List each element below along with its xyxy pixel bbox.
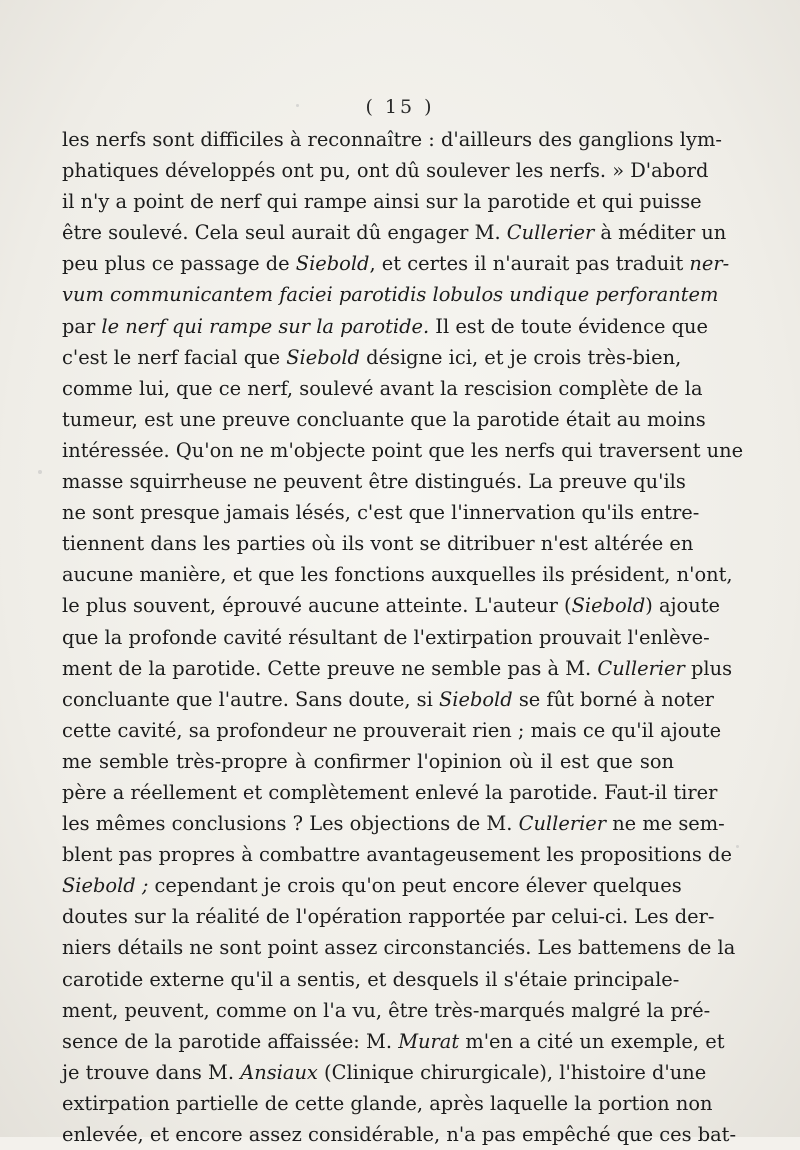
paper-speck (736, 845, 739, 848)
text-line (62, 870, 682, 901)
italic-run: Siebold (571, 594, 646, 618)
text-line (62, 373, 703, 404)
text-line (62, 746, 674, 777)
text-run: il n'y a point de nerf qui rampe ainsi sur la parotide et qui puisse (62, 190, 702, 214)
text-line (62, 124, 722, 155)
text-line (62, 404, 706, 435)
text-run: les nerfs sont difficiles à reconnaître : d'ailleurs des ganglions lym- (62, 128, 722, 151)
text-line (62, 311, 709, 342)
text-run: c'est le nerf facial que (62, 345, 287, 369)
text-run: Il est de toute évidence que (429, 314, 709, 338)
italic-run: Murat (398, 1029, 460, 1053)
text-run: par (62, 314, 102, 338)
italic-run: Cullerier (597, 656, 685, 680)
text-run: intéressée. Qu'on ne m'objecte point que les nerfs qui traversent une (62, 438, 744, 462)
text-line (62, 279, 719, 310)
body-text (62, 124, 744, 1150)
text-line (62, 684, 714, 715)
text-line (62, 217, 727, 248)
italic-run: Ansiaux (240, 1060, 318, 1084)
italic-run: Siebold (295, 252, 370, 276)
text-line (62, 1057, 707, 1088)
text-line (62, 155, 709, 186)
text-run: ment, peuvent, comme on l'a vu, être très-marqués malgré la pré- (62, 998, 711, 1022)
italic-run: Cullerier (518, 812, 607, 836)
text-line (62, 932, 736, 963)
text-run: comme lui, que ce nerf, soulevé avant la rescision complète de la (62, 376, 703, 400)
text-run: enlevée, et encore assez considérable, n'a pas empêché que ces bat- (62, 1123, 737, 1146)
text-run: extirpation partielle de cette glande, après laquelle la portion non (62, 1091, 713, 1115)
text-run: le plus souvent, éprouvé aucune atteinte. L'auteur ( (62, 594, 572, 618)
text-line (62, 715, 722, 746)
text-run: sence de la parotide affaissée: M. (62, 1029, 399, 1053)
text-line (62, 901, 715, 932)
text-run: que la profonde cavité résultant de l'extirpation prouvait l'enlève- (62, 625, 710, 649)
text-line (62, 964, 680, 995)
text-line (62, 622, 710, 653)
text-line (62, 653, 733, 684)
text-line (62, 995, 711, 1026)
paper-speck (38, 470, 42, 474)
text-run: , et certes il n'aurait pas traduit (369, 252, 690, 276)
text-line (62, 559, 733, 590)
text-line (62, 1119, 737, 1150)
italic-run: Cullerier (506, 221, 595, 245)
italic-run: Siebold (286, 345, 360, 369)
text-line (62, 528, 694, 559)
text-run: désigne ici, et je crois très-bien, (359, 345, 682, 369)
text-run: masse squirrheuse ne peuvent être distingués. La preuve qu'ils (62, 470, 686, 494)
text-line (62, 186, 702, 217)
text-run: aucune manière, et que les fonctions auxquelles ils président, n'ont, (62, 563, 733, 587)
text-run: me semble très-propre à confirmer l'opinion où il est que son (62, 749, 674, 773)
italic-run: le nerf qui rampe sur la parotide. (101, 314, 430, 338)
text-line (62, 808, 725, 839)
text-run: cette cavité, sa profondeur ne prouverait rien ; mais ce qu'il ajoute (62, 718, 722, 742)
page-number: ( 15 ) (365, 96, 435, 118)
italic-run: ner- (689, 252, 730, 276)
text-line (62, 466, 686, 497)
text-run: ne sont presque jamais lésés, c'est que l'innervation qu'ils entre- (62, 501, 700, 525)
text-run: tiennent dans les parties où ils vont se ditribuer n'est altérée en (62, 532, 694, 556)
text-run: père a réellement et complètement enlevé la parotide. Faut-il tirer (62, 780, 718, 804)
text-run: doutes sur la réalité de l'opération rapportée par celui-ci. Les der- (62, 905, 715, 929)
text-run: m'en a cité un exemple, et (459, 1029, 725, 1053)
text-line (62, 777, 718, 808)
text-run: concluante que l'autre. Sans doute, si (62, 687, 439, 711)
text-line (62, 1088, 713, 1119)
text-line (62, 248, 730, 279)
italic-run: vum communicantem faciei parotidis lobulos undique perforantem (62, 283, 719, 307)
text-run: je trouve dans M. (62, 1060, 241, 1084)
text-run: ment de la parotide. Cette preuve ne semble pas à M. (62, 656, 598, 680)
text-line (62, 590, 720, 621)
text-run: ) ajoute (645, 594, 720, 618)
text-run: se fût borné à noter (512, 687, 714, 711)
text-run: ne me sem- (606, 812, 725, 836)
text-run: plus (684, 656, 733, 680)
text-line (62, 342, 682, 373)
italic-run: Siebold (438, 687, 513, 711)
text-run: phatiques développés ont pu, ont dû soulever les nerfs. » D'abord (62, 159, 709, 183)
text-run: blent pas propres à combattre avantageusement les propositions de (62, 843, 732, 867)
text-line (62, 839, 732, 870)
text-run: être soulevé. Cela seul aurait dû engager M. (62, 221, 507, 245)
text-run: carotide externe qu'il a sentis, et desquels il s'étaie principale- (62, 967, 680, 991)
text-line (62, 497, 700, 528)
italic-run: Siebold ; (62, 874, 149, 898)
text-line (62, 1026, 725, 1057)
text-run: niers détails ne sont point assez circonstanciés. Les battemens de la (62, 936, 736, 960)
text-run: à méditer un (594, 221, 727, 245)
text-run: (Clinique chirurgicale), l'histoire d'une (317, 1060, 707, 1084)
text-run: peu plus ce passage de (62, 252, 296, 276)
text-run: tumeur, est une preuve concluante que la parotide était au moins (62, 407, 706, 431)
text-run: cependant je crois qu'on peut encore élever quelques (148, 874, 682, 898)
text-line (62, 435, 744, 466)
text-run: les mêmes conclusions ? Les objections de M. (62, 812, 519, 836)
